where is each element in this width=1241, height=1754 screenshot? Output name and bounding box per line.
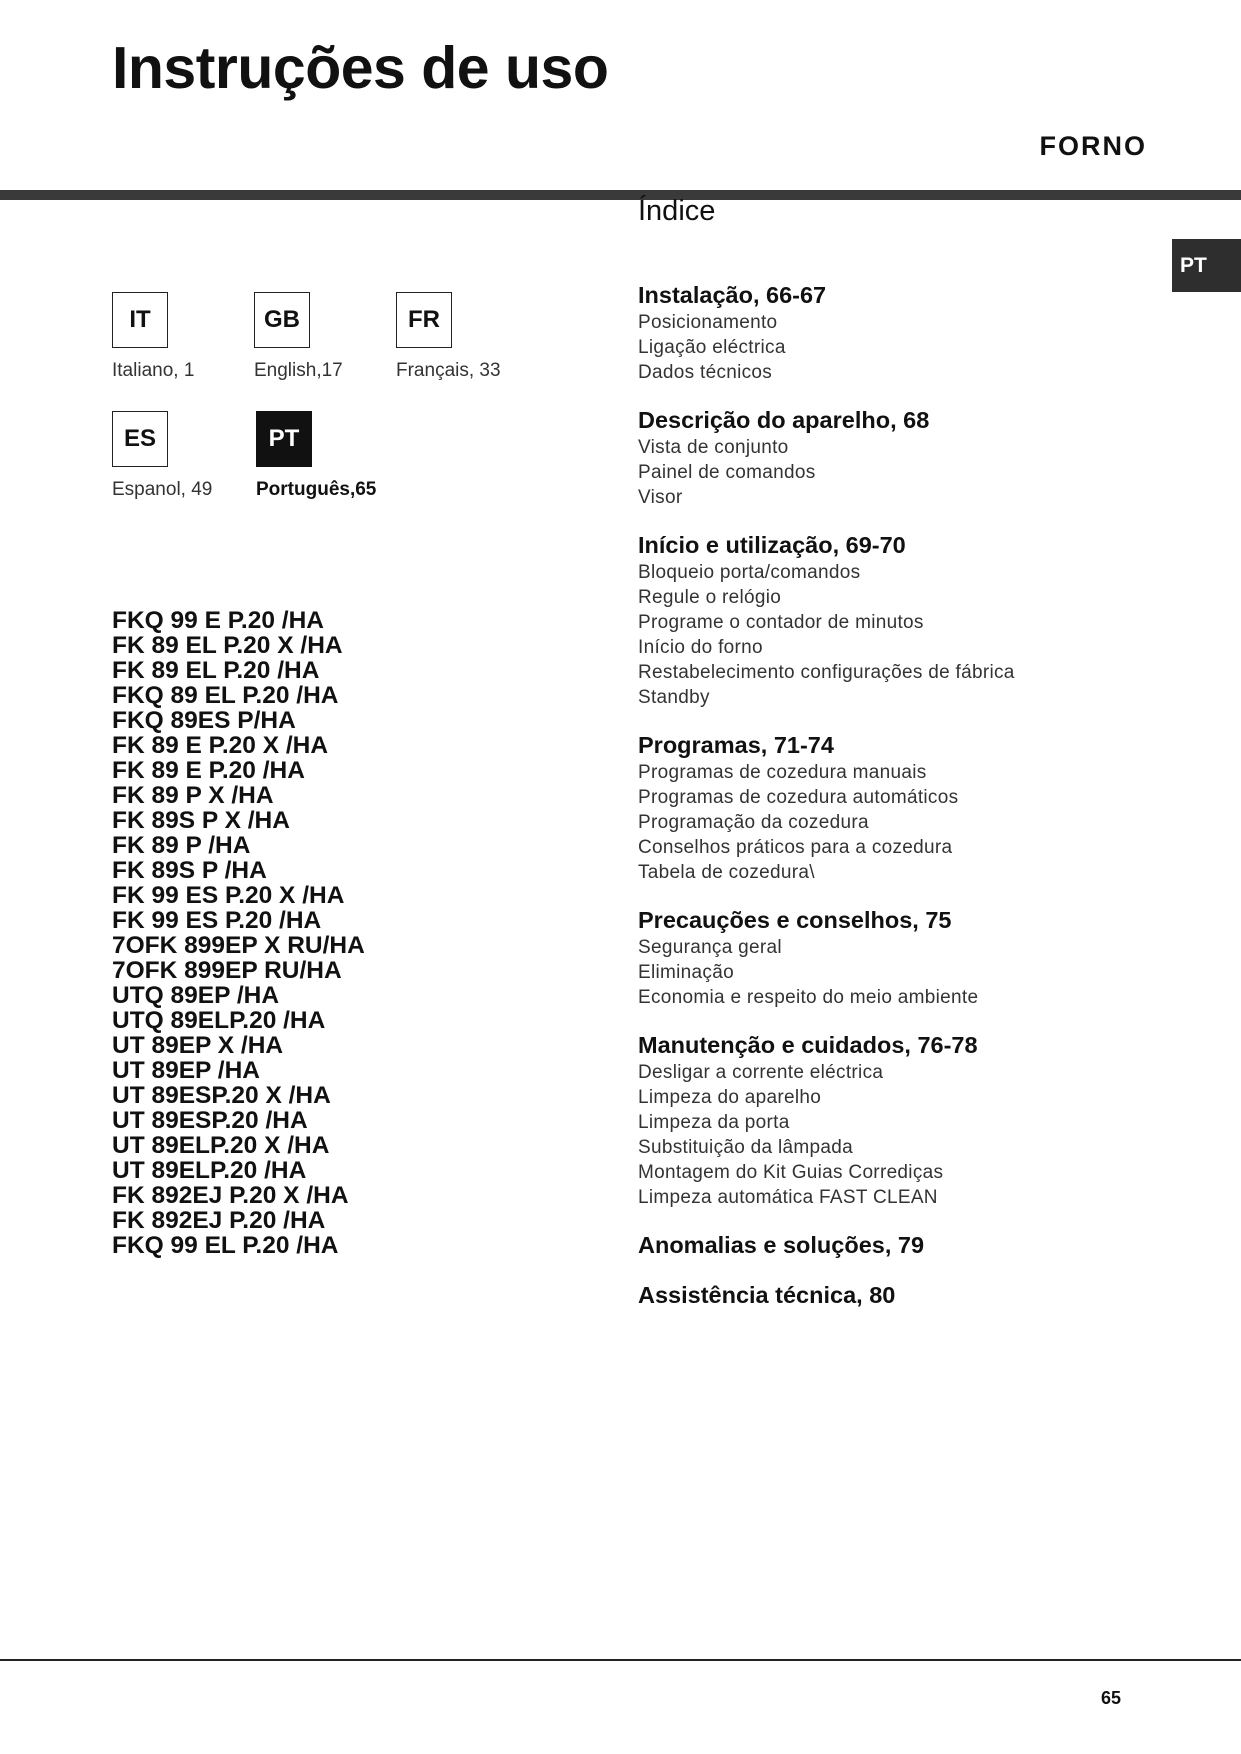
toc-item[interactable]: Desligar a corrente eléctrica [638, 1062, 884, 1083]
model-item: FK 892EJ P.20 /HA [112, 1207, 326, 1234]
product-category: FORNO [1039, 131, 1147, 161]
toc-section [638, 906, 1138, 1010]
toc-item[interactable]: Montagem do Kit Guias Corrediças [638, 1162, 944, 1183]
toc-item[interactable]: Visor [638, 487, 683, 508]
model-item: FKQ 99 EL P.20 /HA [112, 1232, 339, 1259]
model-item: FKQ 89 EL P.20 /HA [112, 682, 339, 709]
model-item: 7OFK 899EP RU/HA [112, 957, 342, 984]
language-label-active: Português,65 [256, 479, 377, 500]
toc-item[interactable]: Eliminação [638, 962, 734, 983]
toc-item[interactable]: Ligação eléctrica [638, 337, 786, 358]
toc-item[interactable]: Substituição da lâmpada [638, 1137, 853, 1158]
toc-heading[interactable]: Manutenção e cuidados, 76-78 [638, 1032, 978, 1058]
language-pt[interactable] [256, 411, 396, 501]
page-title: Instruções de uso [112, 35, 609, 101]
toc-heading[interactable]: Início e utilização, 69-70 [638, 532, 906, 558]
model-item: FK 89 P X /HA [112, 782, 274, 809]
model-list [112, 608, 365, 1258]
model-item: FK 99 ES P.20 /HA [112, 907, 322, 934]
toc-item[interactable]: Regule o relógio [638, 587, 782, 608]
language-label: Espanol, 49 [112, 479, 213, 500]
model-item: FK 89 E P.20 /HA [112, 757, 305, 784]
toc-section [638, 1231, 1138, 1260]
toc-section [638, 281, 1138, 385]
language-code-box: IT [112, 292, 168, 348]
language-label: English,17 [254, 360, 343, 381]
model-item: FK 99 ES P.20 X /HA [112, 882, 345, 909]
model-item: FK 89 EL P.20 X /HA [112, 632, 343, 659]
toc-item[interactable]: Posicionamento [638, 312, 778, 333]
toc-section [638, 731, 1138, 885]
model-item: FK 89 EL P.20 /HA [112, 657, 320, 684]
model-item: FK 89 E P.20 X /HA [112, 732, 329, 759]
model-item: UTQ 89ELP.20 /HA [112, 1007, 326, 1034]
index-title: Índice [638, 195, 716, 227]
language-label: Italiano, 1 [112, 360, 195, 381]
model-item: FK 89 P /HA [112, 832, 251, 859]
toc-item[interactable]: Programe o contador de minutos [638, 612, 924, 633]
toc-section [638, 406, 1138, 510]
model-item: 7OFK 899EP X RU/HA [112, 932, 365, 959]
toc-item[interactable]: Segurança geral [638, 937, 782, 958]
toc-section [638, 1031, 1138, 1210]
model-item: UT 89EP /HA [112, 1057, 260, 1084]
toc-section [638, 1281, 1138, 1310]
toc-item[interactable]: Bloqueio porta/comandos [638, 562, 861, 583]
language-fr[interactable] [396, 292, 536, 382]
toc-item[interactable]: Standby [638, 687, 710, 708]
toc-item[interactable]: Tabela de cozedura\ [638, 862, 815, 883]
toc-item[interactable]: Programas de cozedura manuais [638, 762, 927, 783]
language-code-box: FR [396, 292, 452, 348]
toc-section [638, 531, 1138, 710]
toc-item[interactable]: Restabelecimento configurações de fábrica [638, 662, 1015, 683]
footer-divider [0, 1659, 1241, 1661]
header-divider [0, 190, 1241, 200]
toc-item[interactable]: Programação da cozedura [638, 812, 869, 833]
toc-item[interactable]: Dados técnicos [638, 362, 773, 383]
language-code-box: GB [254, 292, 310, 348]
toc-item[interactable]: Economia e respeito do meio ambiente [638, 987, 979, 1008]
model-item: FK 892EJ P.20 X /HA [112, 1182, 349, 1209]
toc-heading[interactable]: Descrição do aparelho, 68 [638, 407, 930, 433]
table-of-contents [638, 281, 1138, 1331]
model-item: UT 89ELP.20 /HA [112, 1157, 307, 1184]
toc-heading[interactable]: Instalação, 66-67 [638, 282, 827, 308]
toc-item[interactable]: Limpeza da porta [638, 1112, 790, 1133]
language-label: Français, 33 [396, 360, 501, 381]
model-item: FKQ 99 E P.20 /HA [112, 607, 324, 634]
toc-heading[interactable]: Programas, 71-74 [638, 732, 834, 758]
toc-heading[interactable]: Assistência técnica, 80 [638, 1282, 896, 1308]
model-item: UT 89ESP.20 X /HA [112, 1082, 331, 1109]
model-item: UT 89ELP.20 X /HA [112, 1132, 330, 1159]
model-item: FK 89S P /HA [112, 857, 267, 884]
language-code-box-active: PT [256, 411, 312, 467]
model-item: UT 89ESP.20 /HA [112, 1107, 308, 1134]
toc-item[interactable]: Limpeza automática FAST CLEAN [638, 1187, 938, 1208]
page-number: 65 [1101, 1688, 1122, 1708]
toc-item[interactable]: Conselhos práticos para a cozedura [638, 837, 953, 858]
language-side-tab: PT [1172, 239, 1241, 292]
toc-item[interactable]: Painel de comandos [638, 462, 816, 483]
toc-heading[interactable]: Anomalias e soluções, 79 [638, 1232, 925, 1258]
toc-item[interactable]: Programas de cozedura automáticos [638, 787, 959, 808]
toc-item[interactable]: Vista de conjunto [638, 437, 789, 458]
language-code-box: ES [112, 411, 168, 467]
language-it[interactable] [112, 292, 252, 382]
toc-item[interactable]: Limpeza do aparelho [638, 1087, 822, 1108]
model-item: FKQ 89ES P/HA [112, 707, 296, 734]
model-item: FK 89S P X /HA [112, 807, 290, 834]
language-gb[interactable] [254, 292, 394, 382]
language-es[interactable] [112, 411, 252, 501]
model-item: UT 89EP X /HA [112, 1032, 284, 1059]
model-item: UTQ 89EP /HA [112, 982, 280, 1009]
toc-item[interactable]: Início do forno [638, 637, 763, 658]
toc-heading[interactable]: Precauções e conselhos, 75 [638, 907, 952, 933]
